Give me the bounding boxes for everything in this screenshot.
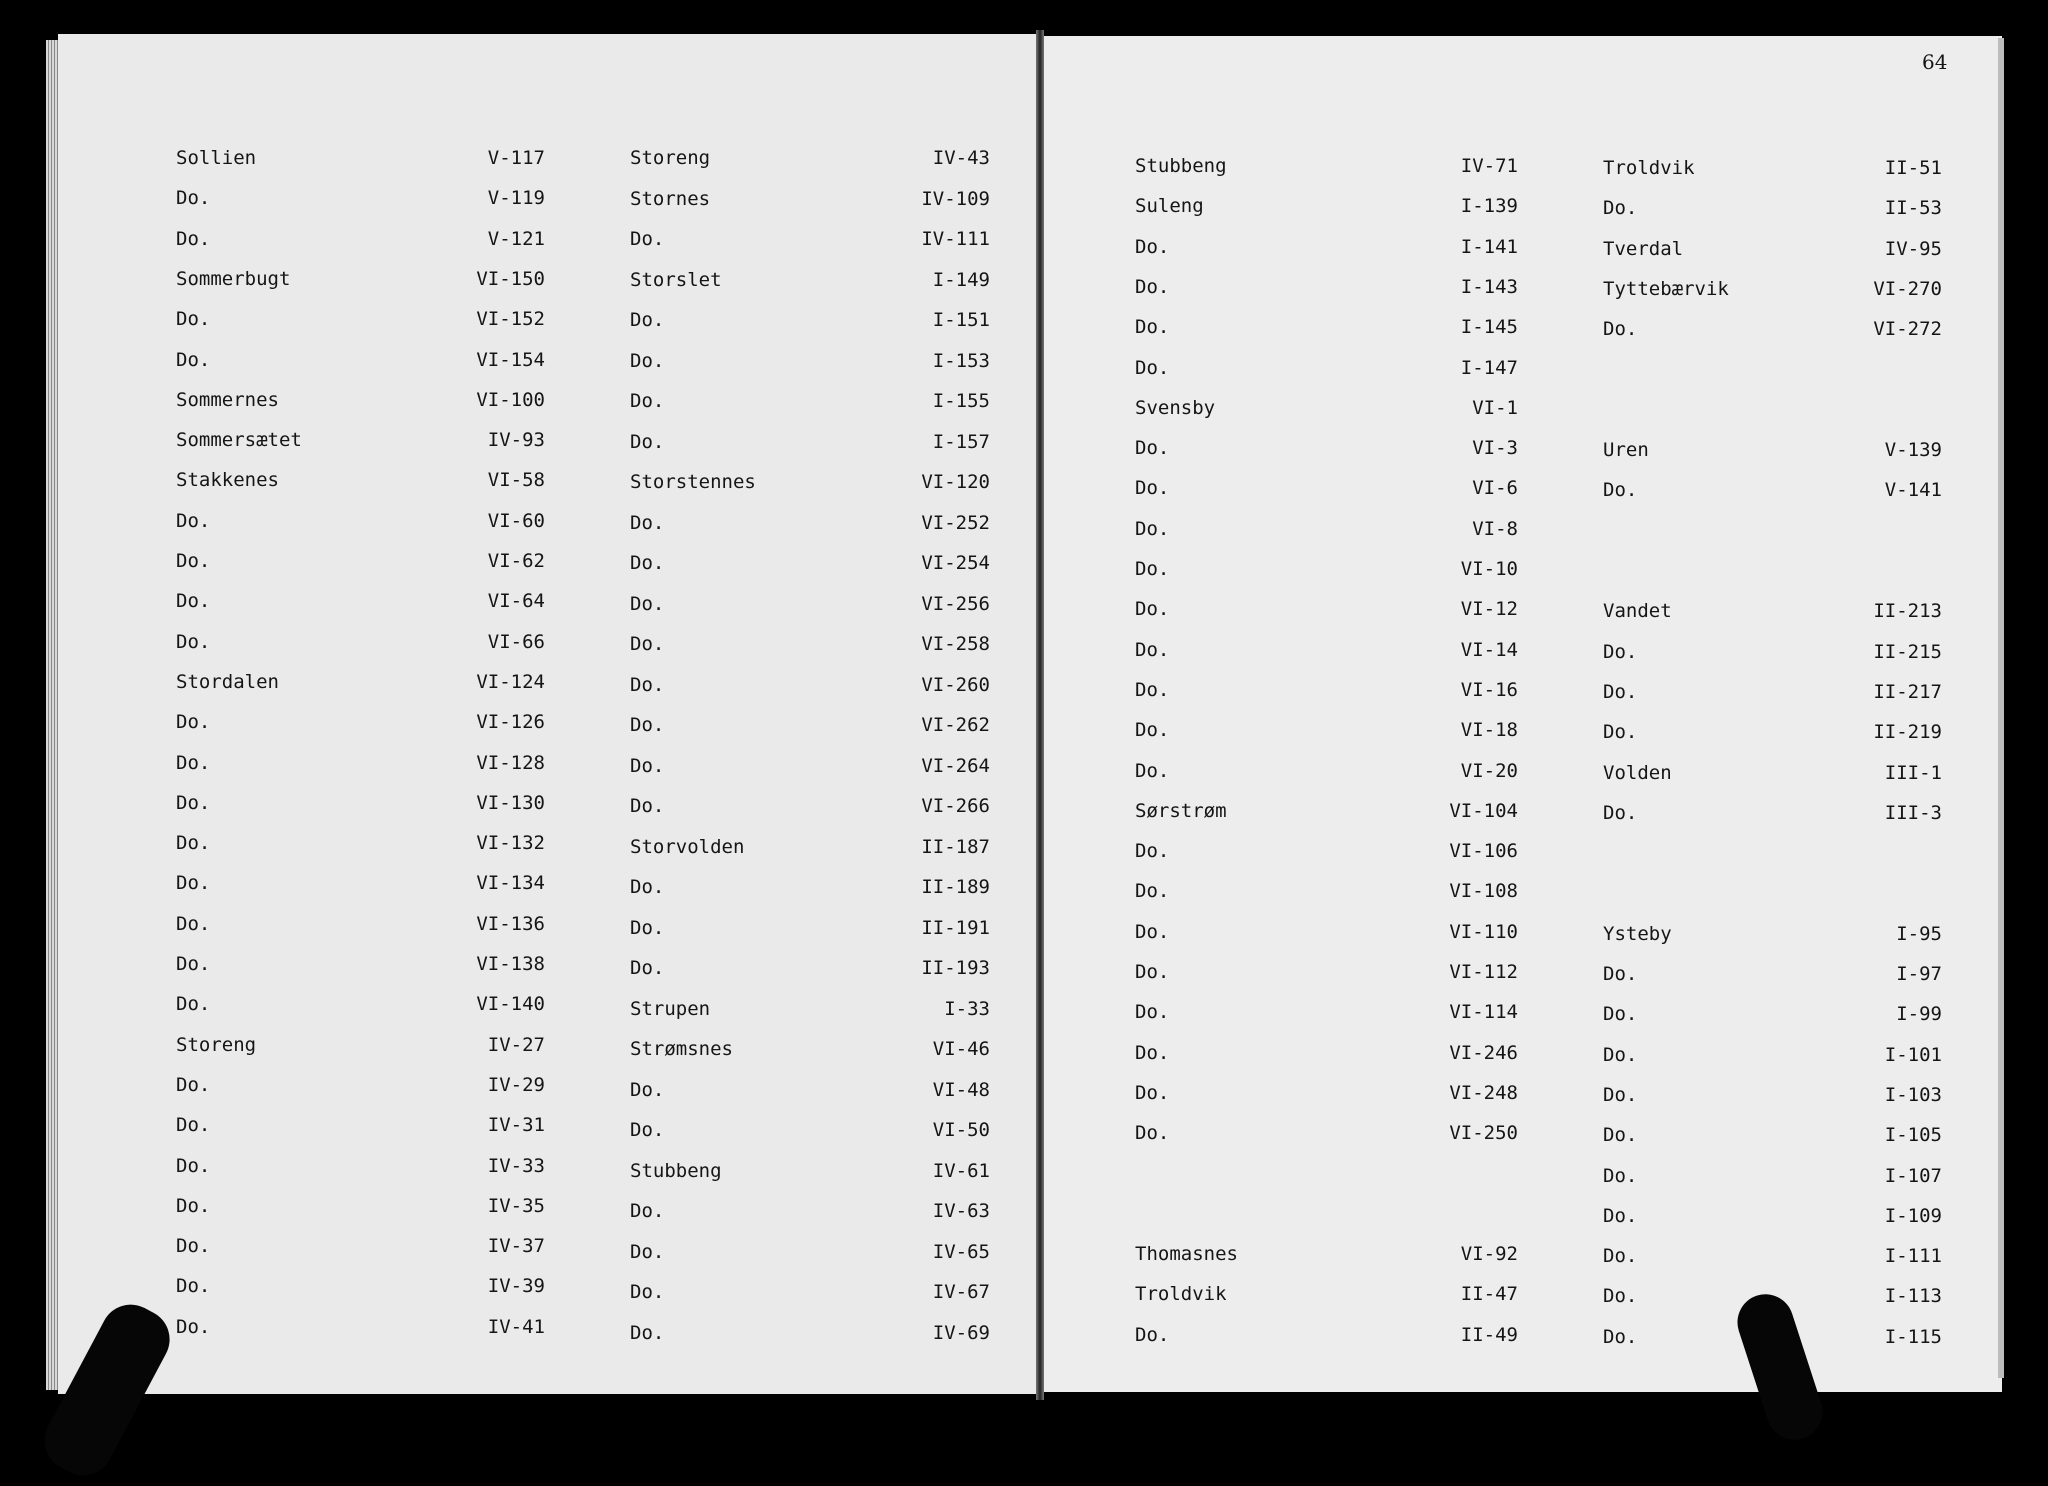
left_page-col2-ref-16: VI-266: [921, 795, 990, 817]
right_page-col2-ref-15: III-1: [1884, 762, 1942, 784]
left_page-col2-place-14: Do.: [630, 714, 665, 736]
right_page-col1-ref-23: VI-248: [1449, 1082, 1518, 1104]
left_page-col2-place-4: Do.: [630, 309, 665, 331]
right_page-col2-ref-8: V-141: [1884, 479, 1942, 501]
left_page-col2-place-20: Do.: [630, 957, 665, 979]
right_page-col2-place-13: Do.: [1603, 681, 1638, 703]
left_page-col2-place-25: Stubbeng: [630, 1160, 722, 1182]
left_page-col2-place-3: Storslet: [630, 269, 722, 291]
left_page-col2-ref-28: IV-67: [932, 1281, 990, 1303]
right_page-col2-ref-0: II-51: [1884, 157, 1942, 179]
right_page-col2-ref-24: I-105: [1884, 1124, 1942, 1146]
left_page-col1-place-27: Do.: [176, 1235, 211, 1257]
right_page-col1-place-27: Thomasnes: [1135, 1243, 1238, 1265]
left_page-col1-ref-5: VI-154: [476, 349, 545, 371]
left_page-col1-place-9: Do.: [176, 510, 211, 532]
right_page-col1-place-17: Do.: [1135, 840, 1170, 862]
right_page-col1-place-22: Do.: [1135, 1042, 1170, 1064]
left_page-col1-ref-17: VI-132: [476, 832, 545, 854]
left_page-col1-place-29: Do.: [176, 1316, 211, 1338]
right_page-col2-ref-7: V-139: [1884, 439, 1942, 461]
page-number: 64: [1922, 50, 1948, 74]
left_page-col2-place-10: Do.: [630, 552, 665, 574]
right_page-col2-ref-12: II-215: [1873, 641, 1942, 663]
left_page-col1-ref-26: IV-35: [487, 1195, 545, 1217]
left_page-col2-ref-3: I-149: [932, 269, 990, 291]
left_page-col1-ref-18: VI-134: [476, 872, 545, 894]
right_page-col1-place-1: Suleng: [1135, 195, 1204, 217]
right_page-col2-place-23: Do.: [1603, 1084, 1638, 1106]
left_page-col2-ref-11: VI-256: [921, 593, 990, 615]
right_page-col1-ref-24: VI-250: [1449, 1122, 1518, 1144]
left_page-col2-place-15: Do.: [630, 755, 665, 777]
left_page-col1-ref-0: V-117: [487, 147, 545, 169]
right_page-col2-place-3: Tyttebærvik: [1603, 278, 1729, 300]
right_page-col1-place-29: Do.: [1135, 1324, 1170, 1346]
right_page-col1-ref-4: I-145: [1460, 316, 1518, 338]
left_page-col2-ref-23: VI-48: [932, 1079, 990, 1101]
left_page-col2-ref-7: I-157: [932, 431, 990, 453]
left_page-col1-ref-4: VI-152: [476, 308, 545, 330]
right_page-col2-ref-28: I-113: [1884, 1285, 1942, 1307]
right_page-col1-place-6: Svensby: [1135, 397, 1216, 419]
right_page-col1-ref-0: IV-71: [1460, 155, 1518, 177]
right_page-col1-place-24: Do.: [1135, 1122, 1170, 1144]
right_page-col1-place-5: Do.: [1135, 357, 1170, 379]
left_page-col1-ref-20: VI-138: [476, 953, 545, 975]
left_page-col2-ref-2: IV-111: [921, 228, 990, 250]
left_page-col2-place-26: Do.: [630, 1200, 665, 1222]
left_page-col1-place-8: Stakkenes: [176, 469, 279, 491]
left_page-col2-ref-10: VI-254: [921, 552, 990, 574]
right_page-col1-place-14: Do.: [1135, 719, 1170, 741]
right_page-col1-ref-2: I-141: [1460, 236, 1518, 258]
right_page-col2-place-27: Do.: [1603, 1245, 1638, 1267]
left_page-col1-place-28: Do.: [176, 1275, 211, 1297]
right_page-col2-place-8: Do.: [1603, 479, 1638, 501]
right_page-col2-ref-1: II-53: [1884, 197, 1942, 219]
right_page-col2-ref-19: I-95: [1896, 923, 1942, 945]
right_page-col2-ref-11: II-213: [1873, 600, 1942, 622]
right_page-col1-place-9: Do.: [1135, 518, 1170, 540]
left_page-col2-place-23: Do.: [630, 1079, 665, 1101]
left_page-col1-ref-25: IV-33: [487, 1155, 545, 1177]
left_page-col1-ref-14: VI-126: [476, 711, 545, 733]
left_page-col2-ref-12: VI-258: [921, 633, 990, 655]
right_page-col2-place-28: Do.: [1603, 1285, 1638, 1307]
left_page-col1-ref-12: VI-66: [487, 631, 545, 653]
left_page-col2-place-7: Do.: [630, 431, 665, 453]
book-gutter: [1036, 30, 1044, 1400]
left_page-col1-place-16: Do.: [176, 792, 211, 814]
left_page-col2-ref-25: IV-61: [932, 1160, 990, 1182]
left_page-col1-place-6: Sommernes: [176, 389, 279, 411]
left_page-col1-place-11: Do.: [176, 590, 211, 612]
right_page-col2-place-11: Vandet: [1603, 600, 1672, 622]
right_page-col1-ref-28: II-47: [1460, 1283, 1518, 1305]
right_page-col1-place-4: Do.: [1135, 316, 1170, 338]
left_page-col2-place-27: Do.: [630, 1241, 665, 1263]
left_page-col1-place-22: Storeng: [176, 1034, 257, 1056]
right_page-col1-ref-6: VI-1: [1472, 397, 1518, 419]
left_page-col1-ref-2: V-121: [487, 228, 545, 250]
left_page-col1-place-25: Do.: [176, 1155, 211, 1177]
right_page-col1-ref-19: VI-110: [1449, 921, 1518, 943]
left_page-col1-ref-7: IV-93: [487, 429, 545, 451]
right_page-col1-place-10: Do.: [1135, 558, 1170, 580]
right_page-col2-ref-13: II-217: [1873, 681, 1942, 703]
left_page-col2-ref-24: VI-50: [932, 1119, 990, 1141]
right-page-edge: [1998, 38, 2004, 1378]
left_page-col1-place-15: Do.: [176, 752, 211, 774]
left_page-col2-ref-22: VI-46: [932, 1038, 990, 1060]
right_page-col1-ref-21: VI-114: [1449, 1001, 1518, 1023]
right_page-col1-place-19: Do.: [1135, 921, 1170, 943]
right_page-col1-place-18: Do.: [1135, 880, 1170, 902]
left_page-col1-place-1: Do.: [176, 187, 211, 209]
right_page-col2-ref-25: I-107: [1884, 1165, 1942, 1187]
left_page-col2-ref-9: VI-252: [921, 512, 990, 534]
left_page-col2-place-29: Do.: [630, 1322, 665, 1344]
right_page-col1-ref-1: I-139: [1460, 195, 1518, 217]
left_page-col2-ref-27: IV-65: [932, 1241, 990, 1263]
right_page-col2-ref-3: VI-270: [1873, 278, 1942, 300]
right_page-col2-place-4: Do.: [1603, 318, 1638, 340]
right_page-col1-ref-11: VI-12: [1460, 598, 1518, 620]
right_page-col2-ref-22: I-101: [1884, 1044, 1942, 1066]
right_page-col2-place-2: Tverdal: [1603, 238, 1684, 260]
left_page-col2-ref-13: VI-260: [921, 674, 990, 696]
right_page-col2-place-16: Do.: [1603, 802, 1638, 824]
left_page-col2-ref-4: I-151: [932, 309, 990, 331]
left_page-col1-place-2: Do.: [176, 228, 211, 250]
right_page-col2-place-22: Do.: [1603, 1044, 1638, 1066]
left_page-col2-ref-17: II-187: [921, 836, 990, 858]
left_page-col1-place-17: Do.: [176, 832, 211, 854]
right_page-col1-ref-20: VI-112: [1449, 961, 1518, 983]
left_page-col1-ref-21: VI-140: [476, 993, 545, 1015]
right_page-col2-place-25: Do.: [1603, 1165, 1638, 1187]
right_page-col1-place-21: Do.: [1135, 1001, 1170, 1023]
right_page-col1-ref-15: VI-20: [1460, 760, 1518, 782]
right_page-col2-place-20: Do.: [1603, 963, 1638, 985]
left_page-col1-place-7: Sommersætet: [176, 429, 302, 451]
left_page-col2-place-18: Do.: [630, 876, 665, 898]
right_page-col1-place-13: Do.: [1135, 679, 1170, 701]
left_page-col2-ref-21: I-33: [944, 998, 990, 1020]
right_page-col2-ref-29: I-115: [1884, 1326, 1942, 1348]
right_page-col2-place-1: Do.: [1603, 197, 1638, 219]
left_page-col1-place-24: Do.: [176, 1114, 211, 1136]
right_page-col2-place-0: Troldvik: [1603, 157, 1695, 179]
right_page-col2-ref-21: I-99: [1896, 1003, 1942, 1025]
left_page-col1-ref-23: IV-29: [487, 1074, 545, 1096]
left_page-col1-place-13: Stordalen: [176, 671, 279, 693]
left_page-col2-ref-18: II-189: [921, 876, 990, 898]
right_page-col1-place-12: Do.: [1135, 639, 1170, 661]
right_page-col1-place-0: Stubbeng: [1135, 155, 1227, 177]
right_page-col1-place-8: Do.: [1135, 477, 1170, 499]
right_page-col1-place-16: Sørstrøm: [1135, 800, 1227, 822]
right_page-col1-ref-10: VI-10: [1460, 558, 1518, 580]
left_page-col1-place-19: Do.: [176, 913, 211, 935]
left_page-col2-place-28: Do.: [630, 1281, 665, 1303]
right_page-col2-place-29: Do.: [1603, 1326, 1638, 1348]
right_page-col1-ref-3: I-143: [1460, 276, 1518, 298]
left_page-col1-ref-19: VI-136: [476, 913, 545, 935]
left_page-col1-ref-8: VI-58: [487, 469, 545, 491]
left_page-col1-place-3: Sommerbugt: [176, 268, 291, 290]
left_page-col2-ref-19: II-191: [921, 917, 990, 939]
right_page-col1-ref-12: VI-14: [1460, 639, 1518, 661]
left_page-col1-ref-29: IV-41: [487, 1316, 545, 1338]
left_page-col1-ref-15: VI-128: [476, 752, 545, 774]
right_page-col1-ref-27: VI-92: [1460, 1243, 1518, 1265]
right_page-col1-place-28: Troldvik: [1135, 1283, 1227, 1305]
left_page-col1-ref-6: VI-100: [476, 389, 545, 411]
right_page-col1-place-23: Do.: [1135, 1082, 1170, 1104]
left_page-col1-place-14: Do.: [176, 711, 211, 733]
left_page-col1-ref-24: IV-31: [487, 1114, 545, 1136]
right_page-col1-ref-9: VI-8: [1472, 518, 1518, 540]
right_page-col2-ref-16: III-3: [1884, 802, 1942, 824]
right_page-col2-place-21: Do.: [1603, 1003, 1638, 1025]
left_page-col2-place-24: Do.: [630, 1119, 665, 1141]
right_page-col1-place-7: Do.: [1135, 437, 1170, 459]
left_page-col1-place-26: Do.: [176, 1195, 211, 1217]
left_page-col1-ref-1: V-119: [487, 187, 545, 209]
left_page-col1-place-12: Do.: [176, 631, 211, 653]
right_page-col1-place-15: Do.: [1135, 760, 1170, 782]
right_page-col2-ref-4: VI-272: [1873, 318, 1942, 340]
left_page-col1-place-20: Do.: [176, 953, 211, 975]
right_page-col2-ref-20: I-97: [1896, 963, 1942, 985]
left_page-col1-ref-28: IV-39: [487, 1275, 545, 1297]
right_page-col1-ref-18: VI-108: [1449, 880, 1518, 902]
right_page-col1-place-20: Do.: [1135, 961, 1170, 983]
left_page-col2-ref-8: VI-120: [921, 471, 990, 493]
left_page-col2-place-8: Storstennes: [630, 471, 756, 493]
left_page-col2-place-17: Storvolden: [630, 836, 745, 858]
left_page-col1-ref-9: VI-60: [487, 510, 545, 532]
right_page-col1-ref-16: VI-104: [1449, 800, 1518, 822]
right_page-col2-place-24: Do.: [1603, 1124, 1638, 1146]
left_page-col2-place-13: Do.: [630, 674, 665, 696]
left_page-col2-place-22: Strømsnes: [630, 1038, 733, 1060]
left_page-col1-place-21: Do.: [176, 993, 211, 1015]
left_page-col2-place-5: Do.: [630, 350, 665, 372]
left_page-col2-ref-26: IV-63: [932, 1200, 990, 1222]
right_page-col2-place-15: Volden: [1603, 762, 1672, 784]
left_page-col2-place-1: Stornes: [630, 188, 711, 210]
right_page-col1-ref-17: VI-106: [1449, 840, 1518, 862]
right_page-col2-ref-26: I-109: [1884, 1205, 1942, 1227]
right_page-col2-ref-2: IV-95: [1884, 238, 1942, 260]
left_page-col1-ref-22: IV-27: [487, 1034, 545, 1056]
right_page-col1-ref-13: VI-16: [1460, 679, 1518, 701]
right_page-col2-place-19: Ysteby: [1603, 923, 1672, 945]
right_page-col2-ref-23: I-103: [1884, 1084, 1942, 1106]
right_page-col1-place-3: Do.: [1135, 276, 1170, 298]
right_page-col1-ref-7: VI-3: [1472, 437, 1518, 459]
right_page-col1-ref-5: I-147: [1460, 357, 1518, 379]
right_page-col2-ref-14: II-219: [1873, 721, 1942, 743]
left_page-col2-ref-5: I-153: [932, 350, 990, 372]
left_page-col1-place-18: Do.: [176, 872, 211, 894]
left_page-col2-place-9: Do.: [630, 512, 665, 534]
right_page-col1-place-11: Do.: [1135, 598, 1170, 620]
right_page-col1-place-2: Do.: [1135, 236, 1170, 258]
right_page-col1-ref-14: VI-18: [1460, 719, 1518, 741]
left_page-col1-place-5: Do.: [176, 349, 211, 371]
right_page-col1-ref-8: VI-6: [1472, 477, 1518, 499]
left_page-col2-ref-6: I-155: [932, 390, 990, 412]
left_page-col2-place-0: Storeng: [630, 147, 711, 169]
right_page-col2-ref-27: I-111: [1884, 1245, 1942, 1267]
left_page-col1-place-0: Sollien: [176, 147, 257, 169]
left_page-col2-place-12: Do.: [630, 633, 665, 655]
left_page-col1-ref-16: VI-130: [476, 792, 545, 814]
right_page-col1-ref-22: VI-246: [1449, 1042, 1518, 1064]
left_page-col2-place-2: Do.: [630, 228, 665, 250]
left_page-col1-place-4: Do.: [176, 308, 211, 330]
left_page-col2-ref-20: II-193: [921, 957, 990, 979]
left_page-col1-ref-10: VI-62: [487, 550, 545, 572]
left_page-col2-ref-14: VI-262: [921, 714, 990, 736]
right_page-col2-place-7: Uren: [1603, 439, 1649, 461]
right_page-col2-place-14: Do.: [1603, 721, 1638, 743]
left_page-col1-ref-27: IV-37: [487, 1235, 545, 1257]
left_page-col2-ref-1: IV-109: [921, 188, 990, 210]
left_page-col2-ref-0: IV-43: [932, 147, 990, 169]
left_page-col2-ref-29: IV-69: [932, 1322, 990, 1344]
left_page-col2-place-6: Do.: [630, 390, 665, 412]
left_page-col2-place-16: Do.: [630, 795, 665, 817]
right_page-col1-ref-29: II-49: [1460, 1324, 1518, 1346]
left_page-col1-ref-3: VI-150: [476, 268, 545, 290]
left_page-col1-place-10: Do.: [176, 550, 211, 572]
left_page-col1-place-23: Do.: [176, 1074, 211, 1096]
left_page-col2-place-11: Do.: [630, 593, 665, 615]
left_page-col2-place-19: Do.: [630, 917, 665, 939]
left_page-col2-ref-15: VI-264: [921, 755, 990, 777]
left_page-col1-ref-11: VI-64: [487, 590, 545, 612]
right_page-col2-place-12: Do.: [1603, 641, 1638, 663]
left_page-col2-place-21: Strupen: [630, 998, 711, 1020]
left_page-col1-ref-13: VI-124: [476, 671, 545, 693]
right_page-col2-place-26: Do.: [1603, 1205, 1638, 1227]
